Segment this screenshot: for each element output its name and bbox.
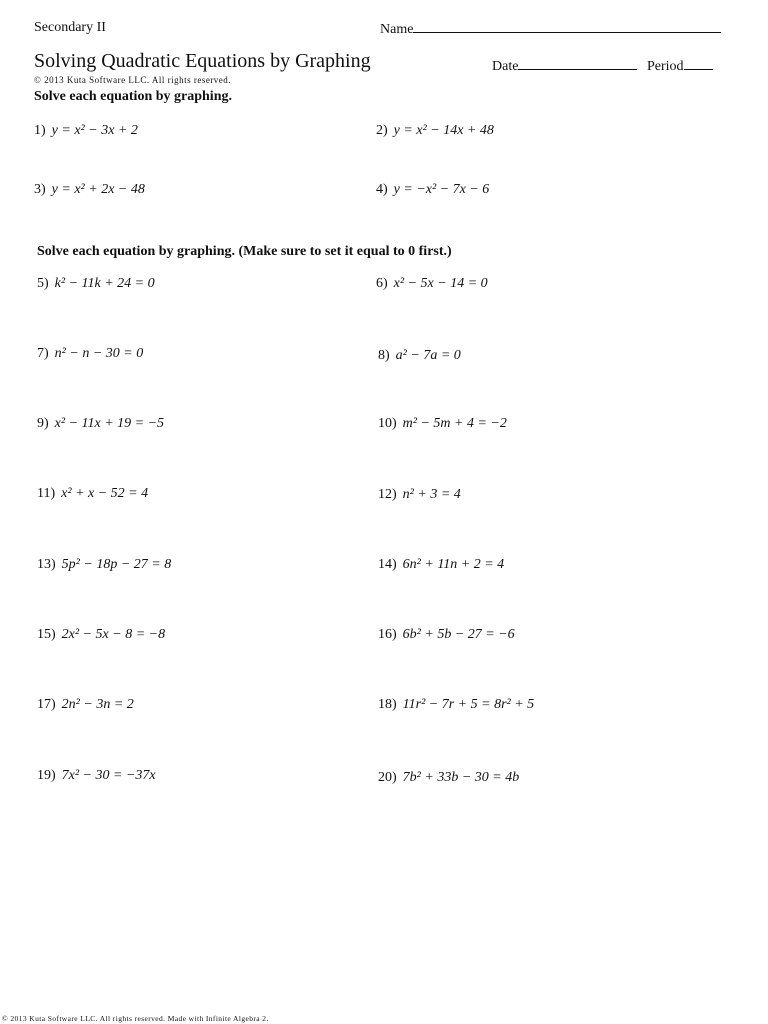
problem-3: [34, 182, 145, 198]
problem-16: [378, 627, 515, 643]
problem-number: 12): [378, 487, 397, 502]
page-footer: © 2013 Kuta Software LLC. All rights reserved. Made with Infinite Algebra 2.: [2, 1014, 269, 1023]
problem-number: 10): [378, 416, 397, 431]
problem-number: 13): [37, 557, 56, 572]
problem-19: [37, 768, 156, 784]
instruction-section-1: Solve each equation by graphing.: [34, 89, 232, 104]
problem-equation: m² − 5m + 4 = −2: [402, 416, 507, 431]
problem-number: 14): [378, 557, 397, 572]
problem-number: 18): [378, 697, 397, 712]
problem-equation: x² − 11x + 19 = −5: [54, 416, 165, 431]
problem-equation: x² + x − 52 = 4: [61, 486, 149, 501]
problem-5: [37, 276, 155, 292]
problem-6: [376, 276, 488, 292]
date-period-field: [492, 57, 713, 75]
problem-number: 19): [37, 768, 56, 783]
problem-number: 16): [378, 627, 397, 642]
problem-equation: y = x² − 3x + 2: [51, 123, 138, 138]
period-label: Period: [646, 59, 684, 74]
problem-8: [378, 348, 461, 364]
problem-18: [378, 697, 534, 713]
problem-number: 5): [37, 276, 49, 291]
problem-equation: y = x² − 14x + 48: [393, 123, 494, 138]
problem-equation: x² − 5x − 14 = 0: [393, 276, 488, 291]
problem-number: 4): [376, 182, 388, 197]
name-label: Name: [380, 22, 414, 37]
worksheet-title: Solving Quadratic Equations by Graphing: [34, 50, 371, 72]
name-field: [380, 20, 721, 38]
problem-1: [34, 123, 138, 139]
problem-equation: 7b² + 33b − 30 = 4b: [402, 770, 520, 785]
problem-equation: 5p² − 18p − 27 = 8: [61, 557, 172, 572]
problem-number: 6): [376, 276, 388, 291]
problem-10: [378, 416, 507, 432]
problem-number: 20): [378, 770, 397, 785]
problem-13: [37, 557, 171, 573]
problem-equation: 7x² − 30 = −37x: [61, 768, 156, 783]
problem-9: [37, 416, 164, 432]
problem-7: [37, 346, 143, 362]
course-name: Secondary II: [34, 20, 106, 35]
problem-equation: 11r² − 7r + 5 = 8r² + 5: [402, 697, 535, 712]
problem-number: 15): [37, 627, 56, 642]
date-label: Date: [492, 59, 519, 74]
problem-number: 11): [37, 486, 56, 501]
problem-4: [376, 182, 489, 198]
problem-equation: 6b² + 5b − 27 = −6: [402, 627, 515, 642]
problem-17: [37, 697, 134, 713]
problem-14: [378, 557, 504, 573]
problem-number: 8): [378, 348, 390, 363]
problem-20: [378, 770, 519, 786]
problem-equation: 6n² + 11n + 2 = 4: [402, 557, 505, 572]
problem-number: 7): [37, 346, 49, 361]
problem-2: [376, 123, 494, 139]
problem-equation: 2n² − 3n = 2: [61, 697, 134, 712]
problem-number: 2): [376, 123, 388, 138]
problem-equation: k² − 11k + 24 = 0: [54, 276, 155, 291]
problem-equation: a² − 7a = 0: [395, 348, 461, 363]
problem-number: 17): [37, 697, 56, 712]
problem-12: [378, 487, 461, 503]
problem-number: 3): [34, 182, 46, 197]
problem-equation: y = −x² − 7x − 6: [393, 182, 490, 197]
problem-11: [37, 486, 148, 502]
header-copyright: © 2013 Kuta Software LLC. All rights reserved.: [34, 75, 232, 85]
problem-equation: n² − n − 30 = 0: [54, 346, 144, 361]
instruction-section-2: Solve each equation by graphing. (Make sure to set it equal to 0 first.): [37, 244, 452, 259]
problem-equation: 2x² − 5x − 8 = −8: [61, 627, 166, 642]
name-blank-line: [413, 20, 721, 33]
problem-equation: n² + 3 = 4: [402, 487, 461, 502]
period-blank-line: [684, 57, 713, 70]
problem-15: [37, 627, 165, 643]
problem-equation: y = x² + 2x − 48: [51, 182, 145, 197]
problem-number: 1): [34, 123, 46, 138]
date-blank-line: [518, 57, 637, 70]
problem-number: 9): [37, 416, 49, 431]
